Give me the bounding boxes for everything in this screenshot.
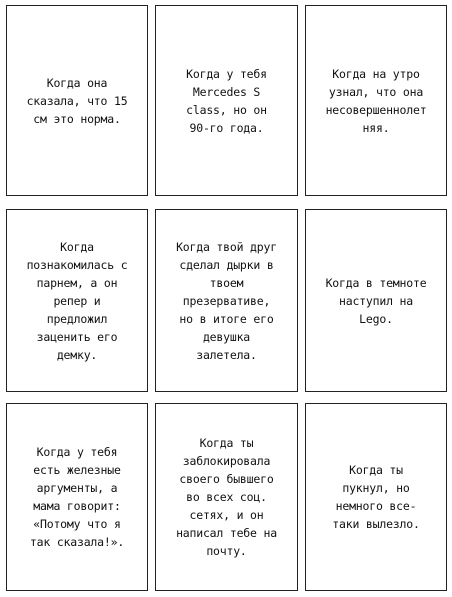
card-6-text: Когда в темноте наступил на Lego. bbox=[325, 275, 427, 326]
card-7-text: Когда у тебя есть железные аргументы, а мама говорит: «Потому что я так сказала!». bbox=[29, 445, 125, 549]
card-8-text: Когда ты заблокировала своего бывшего во всех соц. сетях, и он написал тебе на почту. bbox=[176, 436, 277, 558]
card-7 bbox=[6, 403, 148, 591]
card-3 bbox=[305, 5, 447, 196]
card-5 bbox=[155, 209, 298, 392]
card-6 bbox=[305, 209, 447, 392]
card-3-text: Когда на утро узнал, что она несовершеннолет няя. bbox=[325, 66, 427, 135]
card-2 bbox=[155, 5, 298, 196]
card-2-text: Когда у тебя Mercedes S class, но он 90-го года. bbox=[186, 66, 267, 135]
card-4-text: Когда познакомилась с парнем, а он репер и предложил заценить его демку. bbox=[26, 239, 128, 362]
card-1-text: Когда она сказала, что 15 см это норма. bbox=[26, 75, 128, 126]
card-5-text: Когда твой друг сделал дырки в твоем презервативе, но в итоге его девушка залетела. bbox=[176, 239, 277, 362]
card-4 bbox=[6, 209, 148, 392]
card-9-text: Когда ты пукнул, но немного все- таки вылезло. bbox=[332, 463, 420, 531]
card-8 bbox=[155, 403, 298, 591]
card-1 bbox=[6, 5, 148, 196]
card-9 bbox=[305, 403, 447, 591]
